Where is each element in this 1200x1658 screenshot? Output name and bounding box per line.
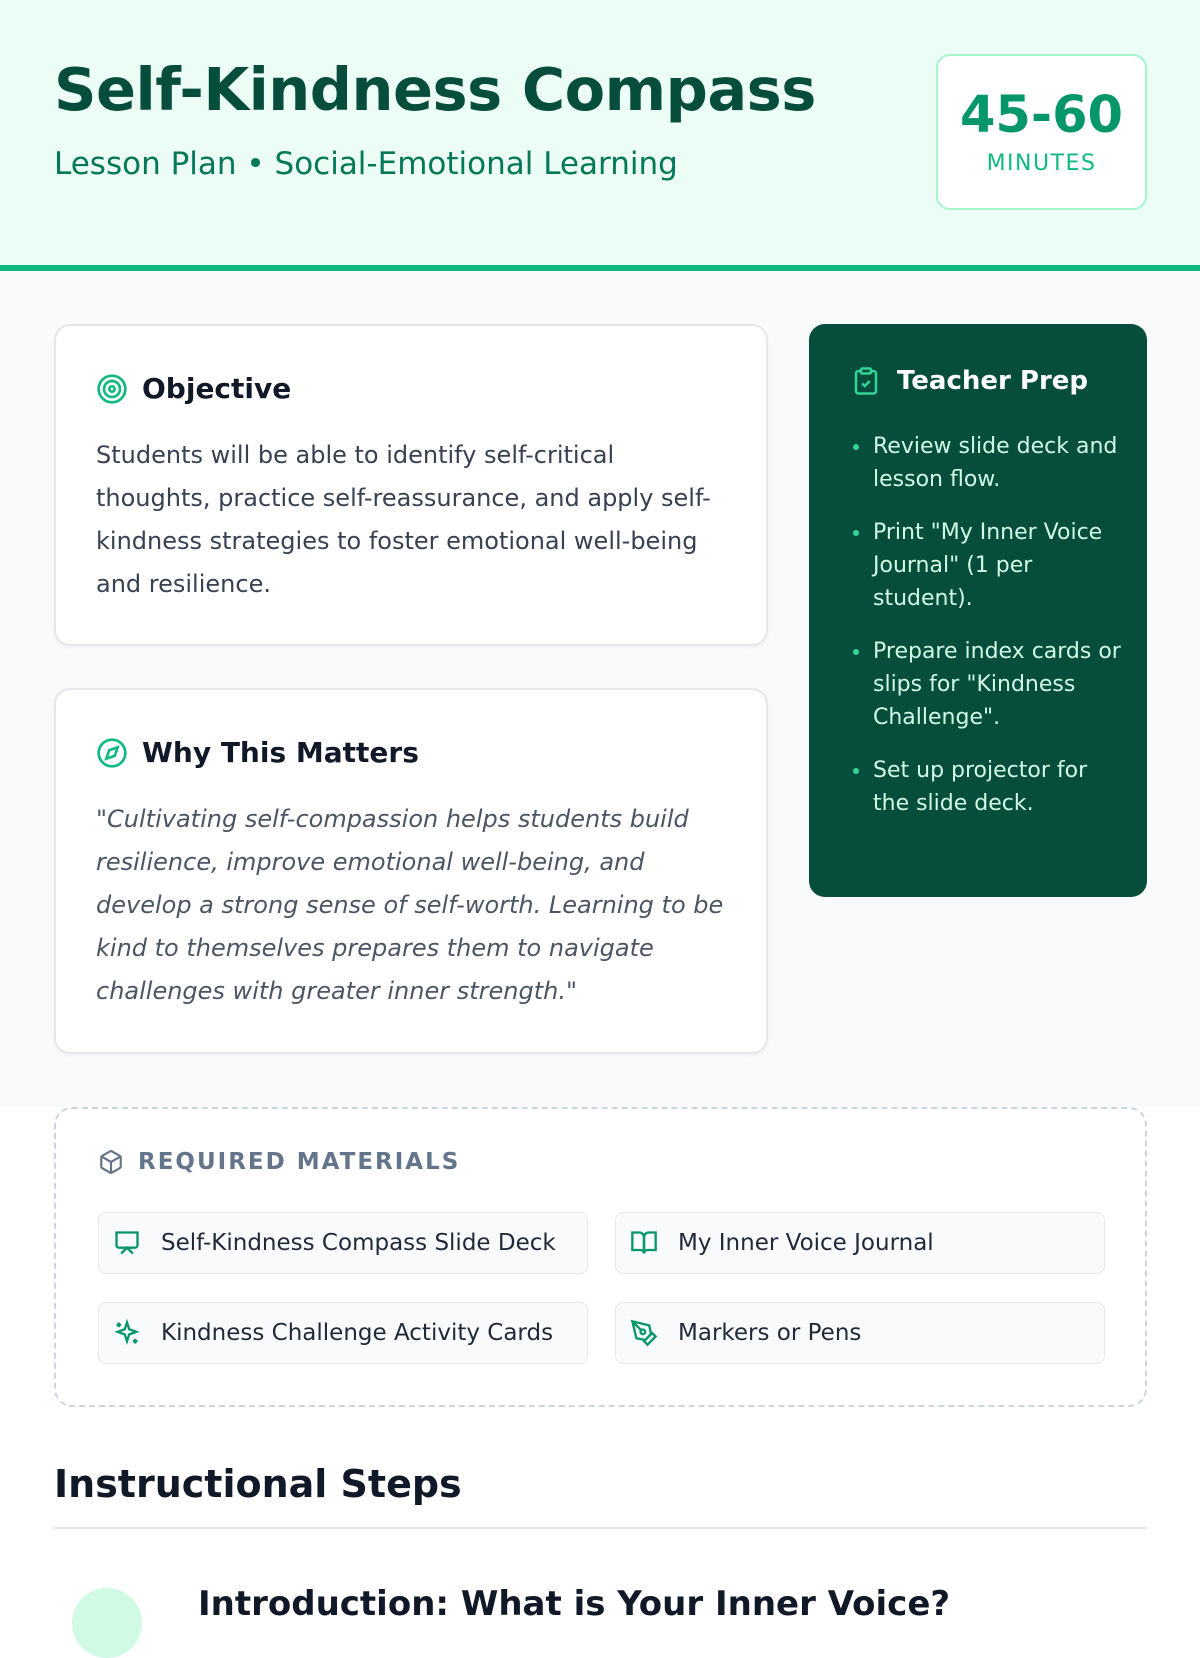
list-item: Set up projector for the slide deck. bbox=[873, 754, 1123, 820]
duration-badge bbox=[936, 54, 1147, 210]
why-card bbox=[54, 688, 768, 1054]
clipboard-check-icon bbox=[851, 366, 881, 396]
duration-value: 45-60 bbox=[959, 86, 1124, 145]
material-item bbox=[615, 1212, 1105, 1274]
materials-header bbox=[98, 1149, 460, 1175]
lesson-header bbox=[0, 0, 1200, 271]
compass-icon bbox=[96, 737, 128, 769]
book-open-icon bbox=[630, 1229, 658, 1257]
teacher-prep-list bbox=[873, 430, 1123, 840]
list-item: Prepare index cards or slips for "Kindness Challenge". bbox=[873, 635, 1123, 734]
material-item bbox=[98, 1302, 588, 1364]
step-number-badge bbox=[72, 1588, 142, 1658]
page-title: Self-Kindness Compass bbox=[54, 55, 816, 124]
page-subtitle: Lesson Plan • Social-Emotional Learning bbox=[54, 146, 678, 182]
materials-section bbox=[54, 1107, 1147, 1407]
objective-text: Students will be able to identify self-critical thoughts, practice self-reassurance, and apply self-kindness strategies to foster emotional well-being and resilience. bbox=[96, 441, 711, 598]
materials-title: REQUIRED MATERIALS bbox=[138, 1149, 461, 1175]
material-item bbox=[98, 1212, 588, 1274]
why-title: Why This Matters bbox=[142, 736, 419, 769]
why-header bbox=[96, 736, 419, 769]
material-label: Self-Kindness Compass Slide Deck bbox=[161, 1230, 556, 1256]
teacher-prep-title: Teacher Prep bbox=[897, 366, 1089, 396]
teacher-prep-header bbox=[851, 366, 1088, 396]
package-icon bbox=[98, 1149, 124, 1175]
why-quote: "Cultivating self-compassion helps students build resilience, improve emotional well-being, and develop a strong sense of self-worth. Learning to be kind to themselves prepares them to navigate challenges with greater inner strength." bbox=[96, 805, 724, 1005]
pen-tool-icon bbox=[630, 1319, 658, 1347]
duration-unit: MINUTES bbox=[986, 151, 1097, 176]
step-title: Introduction: What is Your Inner Voice? bbox=[198, 1584, 951, 1624]
material-item bbox=[615, 1302, 1105, 1364]
steps-divider bbox=[54, 1527, 1147, 1529]
objective-title: Objective bbox=[142, 372, 292, 405]
teacher-prep-panel bbox=[809, 324, 1147, 897]
material-label: Markers or Pens bbox=[678, 1320, 862, 1346]
sparkles-icon bbox=[113, 1319, 141, 1347]
objective-card bbox=[54, 324, 768, 646]
material-label: Kindness Challenge Activity Cards bbox=[161, 1320, 554, 1346]
material-label: My Inner Voice Journal bbox=[678, 1230, 934, 1256]
list-item: Review slide deck and lesson flow. bbox=[873, 430, 1123, 496]
list-item: Print "My Inner Voice Journal" (1 per student). bbox=[873, 516, 1123, 615]
presentation-icon bbox=[113, 1229, 141, 1257]
steps-heading: Instructional Steps bbox=[54, 1462, 462, 1506]
target-icon bbox=[96, 373, 128, 405]
objective-header bbox=[96, 372, 291, 405]
